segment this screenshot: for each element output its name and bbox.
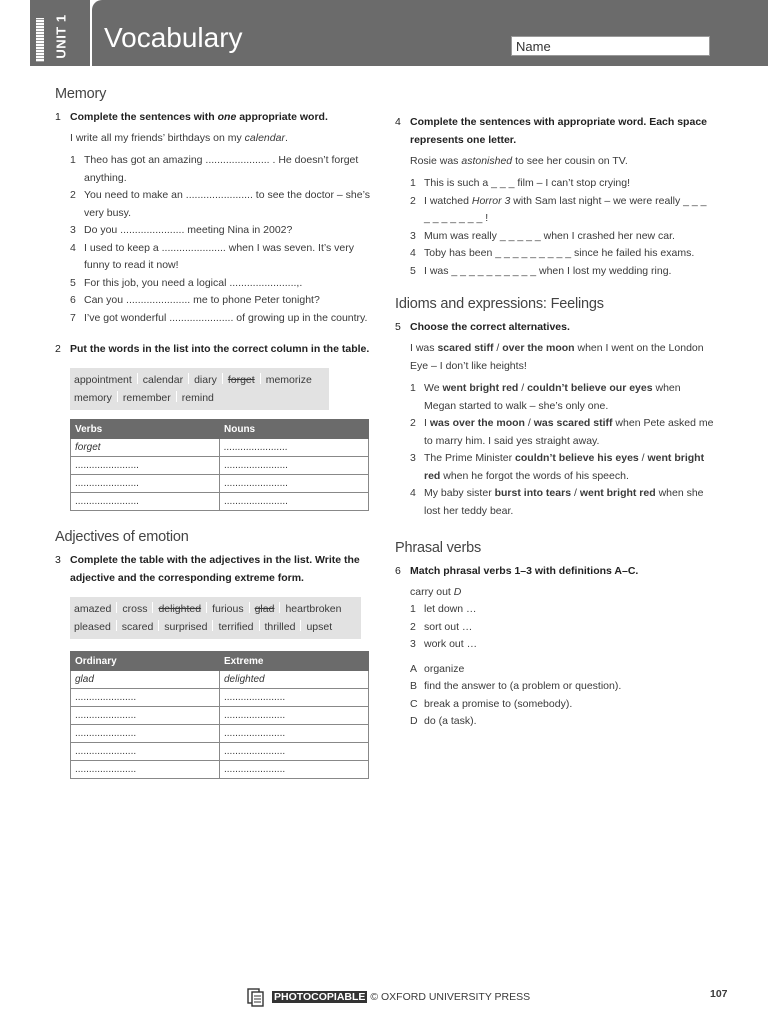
item-text: /: [638, 452, 648, 464]
item-number: 4: [70, 241, 76, 254]
column-header-verbs: Verbs: [71, 420, 220, 439]
example-text: to see her cousin on TV.: [512, 155, 628, 167]
word-item: furious: [212, 603, 244, 615]
alternative-option: was over the moon: [429, 417, 525, 429]
item-text: I was: [410, 342, 438, 354]
example-answer: astonished: [461, 155, 513, 167]
item-number: 7: [70, 311, 76, 324]
list-item: [395, 175, 715, 193]
word-item: appointment: [74, 374, 132, 386]
list-item: [395, 380, 715, 415]
item-text: Do you ...................... meeting Nina in 2002?: [84, 224, 293, 236]
table-cell: ......................: [71, 761, 220, 779]
example-text: I write all my friends’ birthdays on my: [70, 132, 245, 144]
instruction-text: Complete the sentences with appropriate word. Each space represents one letter.: [410, 116, 707, 146]
item-text: Theo has got an amazing ...................... . He doesn’t forget anything.: [84, 154, 359, 184]
stripe-decoration: [36, 18, 44, 62]
item-number: 3: [410, 229, 416, 242]
table-cell: ......................: [220, 725, 369, 743]
list-item: [395, 450, 715, 485]
publisher-label: © OXFORD UNIVERSITY PRESS: [370, 991, 531, 1003]
item-text: /: [524, 417, 534, 429]
list-item: [55, 292, 375, 310]
table-cell: glad: [71, 671, 220, 689]
word-item: memory: [74, 392, 112, 404]
definition-text: organize: [424, 662, 465, 675]
alternative-option: scared stiff: [437, 342, 494, 354]
question-number: 1: [55, 111, 61, 123]
alternative-option: went bright red: [579, 487, 656, 499]
table-row: [71, 457, 369, 475]
definition-item: [395, 713, 715, 731]
item-text: when I went on the London Eye – I don’t like heights!: [410, 342, 704, 372]
question-1: [55, 108, 375, 126]
question-3: [55, 551, 375, 587]
word-separator: [152, 602, 153, 613]
word-separator: [116, 620, 117, 631]
list-item: [55, 187, 375, 222]
word-separator: [188, 373, 189, 384]
item-text: For this job, you need a logical .......................,.: [84, 276, 303, 289]
question-5: [395, 318, 715, 336]
word-separator: [158, 620, 159, 631]
question-2: [55, 340, 375, 358]
list-item: [395, 263, 715, 281]
table-row: [71, 761, 369, 779]
alternative-option: went bright red: [424, 452, 705, 482]
example-text: Rosie was: [410, 155, 462, 167]
instruction-text: Put the words in the list into the correct column in the table.: [70, 343, 370, 355]
table-cell: .......................: [71, 457, 220, 475]
item-text: We: [424, 382, 443, 394]
table-cell: ......................: [71, 689, 220, 707]
word-item: amazed: [74, 603, 112, 615]
example-sentence: [395, 583, 715, 601]
table-cell: .......................: [71, 475, 220, 493]
word-separator: [222, 373, 223, 384]
item-number: 5: [70, 276, 76, 289]
unit-label: UNIT 1: [53, 13, 69, 59]
right-column: [395, 113, 715, 731]
word-separator: [249, 602, 250, 613]
column-header-ordinary: Ordinary: [71, 652, 220, 671]
list-item: [395, 619, 715, 637]
item-number: 2: [410, 194, 416, 207]
table-cell: delighted: [220, 671, 369, 689]
item-text: I: [424, 417, 430, 429]
example-sentence: [55, 129, 375, 147]
left-column: [55, 86, 375, 779]
item-text: sort out …: [424, 620, 473, 633]
question-6: [395, 562, 715, 580]
instruction-text: appropriate word.: [236, 111, 328, 123]
photocopiable-label: PHOTOCOPIABLE: [274, 991, 366, 1003]
item-number: 2: [70, 189, 76, 201]
question-1-items: [55, 152, 375, 327]
table-cell: ......................: [71, 707, 220, 725]
item-text: /: [571, 487, 580, 499]
header-margin: [0, 0, 30, 66]
item-text: work out …: [424, 638, 478, 650]
word-row: [74, 600, 357, 618]
word-item: terrified: [218, 621, 254, 633]
definition-letter: C: [410, 697, 418, 710]
item-number: 4: [410, 487, 416, 499]
list-item: [395, 415, 715, 450]
item-number: 1: [410, 382, 416, 394]
word-item: calendar: [142, 374, 184, 386]
word-separator: [206, 602, 207, 613]
alternative-option: couldn’t believe our eyes: [527, 382, 653, 394]
example-sentence: [395, 339, 715, 375]
item-number: 1: [70, 154, 76, 166]
item-text: I used to keep a ...................... when I was seven. It’s very funny to read it now!: [84, 241, 355, 271]
item-text: when she lost her teddy bear.: [424, 487, 704, 517]
word-separator: [137, 373, 138, 384]
section-title-adjectives: Adjectives of emotion: [55, 529, 189, 545]
table-cell: ......................: [71, 725, 220, 743]
word-list-box: [70, 597, 361, 639]
word-item: remember: [122, 392, 171, 404]
item-text: This is such a _ _ _ film – I can’t stop crying!: [424, 177, 631, 189]
table-row: [71, 493, 369, 511]
section-title-memory: Memory: [55, 86, 107, 102]
table-cell: forget: [71, 439, 220, 457]
word-item: upset: [306, 621, 333, 633]
page-header: [0, 0, 768, 66]
item-text: Can you ...................... me to phone Peter tonight?: [84, 294, 320, 306]
item-number: 3: [70, 224, 76, 236]
unit-label-box: [46, 8, 76, 64]
table-row: [71, 439, 369, 457]
question-number: 5: [395, 321, 401, 333]
item-text: I was _ _ _ _ _ _ _ _ _ _ when I lost my wedding ring.: [424, 264, 672, 277]
table-cell: .......................: [220, 439, 369, 457]
word-row: [74, 389, 325, 407]
definition-text: do (a task).: [424, 715, 477, 727]
list-item: [395, 245, 715, 263]
table-cell: .......................: [220, 475, 369, 493]
word-item: diary: [194, 374, 217, 386]
question-number: 3: [55, 554, 61, 566]
question-5-items: [395, 380, 715, 520]
item-text: when Pete asked me to marry him. I said yes straight away.: [424, 417, 714, 447]
definition-item: [395, 696, 715, 714]
instruction-text: Choose the correct alternatives.: [410, 321, 570, 333]
section-title-idioms: Idioms and expressions: Feelings: [395, 296, 604, 312]
item-text: /: [493, 342, 503, 354]
alternative-option: went bright red: [442, 382, 519, 394]
question-number: 6: [395, 565, 401, 577]
word-separator: [176, 391, 177, 402]
item-text: let down …: [424, 603, 477, 615]
table-cell: ......................: [220, 707, 369, 725]
list-item: [395, 193, 715, 228]
example-text: carry out: [410, 586, 454, 598]
question-6-items: [395, 601, 715, 654]
example-sentence: [395, 152, 715, 170]
table-cell: ......................: [220, 761, 369, 779]
word-row: [74, 618, 357, 636]
item-number: 6: [70, 294, 76, 306]
table-cell: ......................: [220, 743, 369, 761]
name-field[interactable]: Name: [511, 36, 710, 56]
alternative-option: was scared stiff: [533, 417, 613, 429]
list-item: [55, 310, 375, 328]
page-number: 107: [710, 988, 728, 1000]
word-item: delighted: [158, 603, 202, 615]
instruction-text: Match phrasal verbs 1–3 with definitions A–C.: [410, 565, 639, 577]
question-4: [395, 113, 715, 149]
question-4-items: [395, 175, 715, 280]
table-row: [71, 689, 369, 707]
word-item: thrilled: [264, 621, 296, 633]
table-cell: .......................: [220, 457, 369, 475]
word-separator: [116, 602, 117, 613]
word-item: pleased: [74, 621, 111, 633]
item-text: I watched: [424, 194, 472, 207]
ordinary-extreme-table: [70, 651, 369, 779]
item-number: 3: [410, 638, 416, 650]
item-text: with Sam last night – we were really _ _ _ _ _ _ _ _ _ _ !: [424, 194, 707, 224]
list-item: [55, 222, 375, 240]
word-separator: [212, 620, 213, 631]
item-number: 4: [410, 247, 416, 259]
alternative-option: burst into tears: [494, 487, 572, 499]
item-text: when he forgot the words of his speech.: [440, 469, 629, 482]
definition-item: [395, 678, 715, 696]
alternative-option: over the moon: [502, 342, 575, 354]
word-item: cross: [122, 603, 148, 615]
table-cell: ......................: [71, 743, 220, 761]
definition-letter: B: [410, 680, 418, 692]
word-separator: [117, 391, 118, 402]
page-title: Vocabulary: [104, 22, 243, 53]
word-list-box: [70, 368, 329, 410]
item-text: I’ve got wonderful ...................... of growing up in the country.: [84, 311, 368, 324]
photocopy-icon: [246, 988, 266, 1008]
example-text: .: [284, 132, 288, 144]
question-6-definitions: [395, 661, 715, 731]
question-number: 4: [395, 116, 401, 128]
list-item: [395, 601, 715, 619]
word-item: memorize: [265, 374, 312, 386]
word-item: surprised: [164, 621, 208, 633]
word-row: [74, 371, 325, 389]
table-cell: ......................: [220, 689, 369, 707]
item-number: 1: [410, 603, 416, 615]
table-cell: .......................: [71, 493, 220, 511]
table-row: [71, 475, 369, 493]
table-row: [71, 725, 369, 743]
item-text: /: [518, 382, 528, 394]
word-item: heartbroken: [285, 603, 342, 615]
word-item: forget: [227, 374, 255, 386]
word-item: remind: [181, 392, 214, 404]
list-item: [55, 275, 375, 293]
word-separator: [260, 373, 261, 384]
alternative-option: couldn’t believe his eyes: [515, 452, 639, 464]
table-cell: .......................: [220, 493, 369, 511]
instruction-text: Complete the sentences with: [70, 111, 218, 123]
list-item: [395, 636, 715, 654]
section-title-phrasal: Phrasal verbs: [395, 540, 482, 556]
item-number: 3: [410, 452, 416, 464]
item-number: 2: [410, 417, 416, 429]
instruction-emphasis: one: [217, 111, 237, 123]
word-separator: [279, 602, 280, 613]
word-separator: [300, 620, 301, 631]
definition-letter: D: [410, 715, 418, 727]
list-item: [395, 485, 715, 520]
definition-text: break a promise to (somebody).: [424, 697, 573, 710]
example-answer: calendar: [244, 132, 285, 144]
item-film-title: Horror 3: [471, 194, 511, 207]
item-text: Mum was really _ _ _ _ _ when I crashed her new car.: [424, 229, 675, 242]
item-number: 2: [410, 620, 416, 633]
table-row: [71, 671, 369, 689]
verbs-nouns-table: [70, 419, 369, 511]
definition-item: [395, 661, 715, 679]
example-answer: D: [453, 586, 462, 598]
question-number: 2: [55, 343, 61, 355]
table-row: [71, 707, 369, 725]
definition-text: find the answer to (a problem or question).: [424, 680, 622, 692]
item-text: Toby has been _ _ _ _ _ _ _ _ _ since he failed his exams.: [424, 247, 695, 259]
list-item: [55, 152, 375, 187]
column-header-nouns: Nouns: [220, 420, 369, 439]
definition-letter: A: [410, 662, 418, 675]
item-text: My baby sister: [424, 487, 495, 499]
item-number: 1: [410, 177, 416, 189]
item-text: when Megan started to walk – she’s only one.: [424, 382, 681, 412]
instruction-text: Complete the table with the adjectives in the list. Write the adjective and the corresponding extreme form.: [70, 554, 360, 584]
footer-text: [272, 991, 530, 1003]
column-header-extreme: Extreme: [220, 652, 369, 671]
word-separator: [259, 620, 260, 631]
word-item: glad: [254, 603, 275, 615]
word-item: scared: [121, 621, 154, 633]
item-text: You need to make an ....................... to see the doctor – she’s very busy.: [84, 189, 371, 219]
table-row: [71, 743, 369, 761]
list-item: [395, 228, 715, 246]
item-number: 5: [410, 264, 416, 277]
list-item: [55, 240, 375, 275]
item-text: The Prime Minister: [424, 452, 516, 464]
